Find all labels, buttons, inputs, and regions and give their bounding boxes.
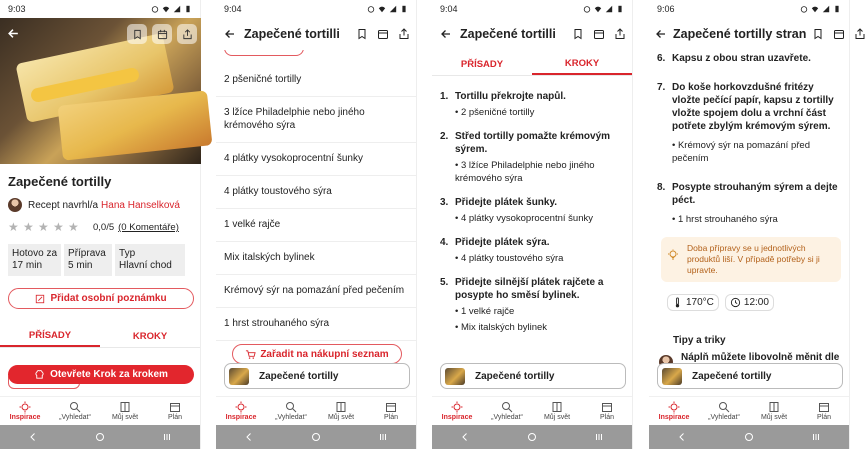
step-text: Kapsu z obou stran uzavřete. (672, 53, 811, 64)
signal-icon (605, 5, 613, 13)
info-type: Typ Hlavní chod (115, 244, 185, 276)
mini-player-thumbnail (229, 368, 249, 385)
calendar-icon[interactable] (593, 28, 605, 40)
mini-player-title: Zapečené tortilly (259, 370, 339, 382)
rating-row (8, 222, 179, 233)
step-item: 8. Posypte strouhaným sýrem a dejte péct. • 1 hrst strouhaného sýra (649, 181, 849, 226)
bookmark-icon[interactable] (812, 28, 824, 40)
cooking-settings (667, 294, 841, 311)
temperature-readout: 170°C (667, 294, 719, 311)
clock-icon (730, 297, 741, 308)
step-ingredient: • 4 plátky toustového sýra (455, 252, 624, 265)
nav-plan[interactable]: Plán (150, 397, 200, 424)
header-title: Zapečené tortilli (244, 27, 340, 41)
recipe-photo (0, 18, 201, 164)
tab-steps[interactable]: KROKY (132, 331, 168, 342)
system-nav-bar (432, 425, 632, 449)
star-icon[interactable]: ★ (23, 220, 34, 234)
lightbulb-icon (667, 249, 679, 261)
system-recents-icon[interactable] (162, 432, 172, 442)
system-recents-icon[interactable] (594, 432, 604, 442)
mini-player-title: Zapečené tortilly (692, 370, 772, 382)
nav-plan[interactable]: Plán (582, 397, 632, 424)
step-item: 6. Kapsu z obou stran uzavřete. (649, 52, 849, 65)
ingredient-item: 2 pšeničné tortilly (216, 64, 416, 97)
step-item: 1. Tortillu překrojte napůl. • 2 pšeničné tortilly (432, 90, 632, 119)
app-header (216, 18, 416, 50)
bottom-nav (649, 396, 849, 424)
wifi-icon (811, 5, 819, 13)
nav-my-world[interactable]: Můj svět (532, 397, 582, 424)
share-icon[interactable] (177, 24, 197, 44)
alarm-icon (800, 5, 808, 13)
nav-my-world[interactable]: Můj svět (749, 397, 799, 424)
nav-my-world[interactable]: Můj svět (100, 397, 150, 424)
book-icon (551, 401, 563, 413)
step-text: Tortillu překrojte napůl. (455, 91, 566, 102)
step-text: Přidejte plátek sýra. (455, 237, 550, 248)
book-icon (768, 401, 780, 413)
nav-inspiration[interactable]: Inspirace (216, 397, 266, 424)
app-header (432, 18, 632, 50)
chef-hat-icon (34, 369, 45, 380)
mini-player-thumbnail (662, 368, 682, 385)
bookmark-icon[interactable] (127, 24, 147, 44)
back-arrow-icon[interactable] (7, 27, 21, 41)
cart-icon (245, 349, 256, 360)
step-item: 5. Přidejte silnější plátek rajčete a posypte ho směsí bylinek. • 1 velké rajče • Mix italských bylinek (432, 276, 632, 334)
system-back-icon[interactable] (244, 432, 254, 442)
add-to-shopping-list-button[interactable]: Zařadit na nákupní seznam (232, 344, 402, 364)
system-home-icon[interactable] (527, 432, 537, 442)
bookmark-icon[interactable] (356, 28, 368, 40)
system-nav-bar (649, 425, 849, 449)
status-bar (216, 0, 416, 18)
alarm-icon (583, 5, 591, 13)
calendar-icon[interactable] (152, 24, 172, 44)
comments-link[interactable]: (0 Komentáře) (118, 222, 179, 233)
step-ingredient: • 3 lžíce Philadelphie nebo jiného krémového sýra (455, 159, 624, 185)
step-item: 7. Do koše horkovzdušné fritézy vložte pečící papír, kapsu z tortilly vložte spojem dolu a vrchní část potřete zbylým krémovým sýrem. • Krémový sýr na pomazání před pečením (649, 81, 849, 165)
status-bar (432, 0, 632, 18)
step-item: 3. Přidejte plátek šunky. • 4 plátky vysokoprocentní šunky (432, 196, 632, 225)
step-ingredient: • 4 plátky vysokoprocentní šunky (455, 212, 624, 225)
bookmark-icon[interactable] (572, 28, 584, 40)
step-ingredient: • 1 hrst strouhaného sýra (672, 213, 841, 226)
system-back-icon[interactable] (28, 432, 38, 442)
inspiration-icon (235, 401, 247, 413)
wifi-icon (594, 5, 602, 13)
recipe-info (8, 244, 185, 276)
step-list (649, 52, 849, 369)
system-back-icon[interactable] (460, 432, 470, 442)
status-bar (649, 0, 849, 18)
author-name-link[interactable]: Hana Hanselková (101, 199, 180, 211)
search-icon (285, 401, 297, 413)
calendar-icon (385, 401, 397, 413)
calendar-icon (169, 401, 181, 413)
step-ingredient: • Krémový sýr na pomazání před pečením (672, 139, 841, 165)
ingredient-list (216, 64, 416, 341)
step-text: Do koše horkovzdušné fritézy vložte pečící papír, kapsu z tortilly vložte spojem dolu a vrchní část potřete zbylým krémovým sýrem. (672, 82, 834, 132)
timer-readout: 12:00 (725, 294, 774, 311)
tip-text: Doba přípravy se u jednotlivých produktů liší. V případě potřeby si ji upravte. (687, 243, 820, 275)
recipe-tabs (432, 54, 632, 76)
tab-ingredients[interactable]: PŘÍSADY (0, 326, 100, 347)
nav-plan[interactable]: Plán (366, 397, 416, 424)
system-home-icon[interactable] (311, 432, 321, 442)
system-nav-bar (216, 425, 416, 449)
step-list (432, 90, 632, 345)
ingredient-item: 1 hrst strouhaného sýra (216, 308, 416, 341)
ingredient-item: 4 plátky vysokoprocentní šunky (216, 143, 416, 176)
nav-inspiration[interactable]: Inspirace (0, 397, 50, 424)
step-text: Posypte strouhaným sýrem a dejte péct. (672, 182, 838, 206)
system-recents-icon[interactable] (811, 432, 821, 442)
star-icon[interactable]: ★ (68, 220, 79, 234)
nav-plan[interactable]: Plán (799, 397, 849, 424)
status-bar (0, 0, 200, 18)
ingredient-item: Krémový sýr na pomazání před pečením (216, 275, 416, 308)
nav-search[interactable]: „Vyhledat“ (266, 397, 316, 424)
star-icon[interactable]: ★ (38, 220, 49, 234)
nav-search[interactable]: „Vyhledat“ (50, 397, 100, 424)
recipe-tabs (0, 326, 200, 348)
calendar-icon (601, 401, 613, 413)
mini-player-thumbnail (445, 368, 465, 385)
edit-icon (35, 294, 45, 304)
battery-icon (400, 5, 408, 13)
status-time: 9:03 (8, 4, 26, 14)
wifi-icon (162, 5, 170, 13)
step-ingredient: • 1 velké rajče (455, 305, 624, 318)
status-icons (800, 5, 841, 13)
calendar-icon[interactable] (377, 28, 389, 40)
status-time: 9:04 (224, 4, 242, 14)
tips-title: Tipy a triky (673, 335, 726, 346)
nav-inspiration[interactable]: Inspirace (649, 397, 699, 424)
system-home-icon[interactable] (744, 432, 754, 442)
rating-score: 0,0/5 (93, 222, 115, 233)
signal-icon (822, 5, 830, 13)
system-home-icon[interactable] (95, 432, 105, 442)
nav-search[interactable]: „Vyhledat“ (699, 397, 749, 424)
author-prefix: Recept navrhl/a (28, 199, 99, 211)
info-total-time: Hotovo za 17 min (8, 244, 61, 276)
system-nav-bar (0, 425, 200, 449)
step-text: Střed tortilly pomažte krémovým sýrem. (455, 131, 611, 155)
screen-recipe-overview (0, 0, 201, 449)
calendar-icon[interactable] (833, 28, 845, 40)
step-text: Přidejte plátek šunky. (455, 197, 558, 208)
tips-text: Náplň můžete libovolně měnit dle (681, 352, 840, 363)
alarm-icon (367, 5, 375, 13)
open-step-by-step-button[interactable]: Otevřete Krok za krokem (8, 365, 194, 384)
signal-icon (173, 5, 181, 13)
inspiration-icon (19, 401, 31, 413)
star-icon[interactable]: ★ (53, 220, 64, 234)
signal-icon (389, 5, 397, 13)
nav-my-world[interactable]: Můj svět (316, 397, 366, 424)
inspiration-icon (668, 401, 680, 413)
status-time: 9:04 (440, 4, 458, 14)
tab-steps[interactable]: KROKY (532, 54, 632, 75)
screen-steps (432, 0, 633, 449)
search-icon (501, 401, 513, 413)
ingredient-item: 1 velké rajče (216, 209, 416, 242)
back-arrow-icon[interactable] (222, 26, 238, 42)
book-icon (119, 401, 131, 413)
battery-icon (616, 5, 624, 13)
step-item: 2. Střed tortilly pomažte krémovým sýrem. • 3 lžíce Philadelphie nebo jiného krémového sýra (432, 130, 632, 185)
ingredient-item: Mix italských bylinek (216, 242, 416, 275)
back-arrow-icon[interactable] (438, 26, 454, 42)
tab-ingredients[interactable]: PŘÍSADY (460, 59, 504, 70)
ingredient-item: 4 plátky toustového sýra (216, 176, 416, 209)
share-icon[interactable] (854, 28, 866, 40)
bottom-nav (0, 396, 200, 424)
battery-icon (184, 5, 192, 13)
bottom-nav (432, 396, 632, 424)
thermometer-icon (672, 297, 683, 308)
share-icon[interactable] (398, 28, 410, 40)
nav-inspiration[interactable]: Inspirace (432, 397, 482, 424)
status-icons (151, 5, 192, 13)
info-prep-time: Příprava 5 min (64, 244, 112, 276)
step-ingredient: • Mix italských bylinek (455, 321, 624, 334)
author-line (8, 198, 180, 212)
header-title: Zapečené tortilly stran (673, 27, 807, 41)
step-text: Přidejte silnější plátek rajčete a posypte ho směsí bylinek. (455, 277, 604, 301)
system-recents-icon[interactable] (378, 432, 388, 442)
status-icons (583, 5, 624, 13)
header-title: Zapečené tortilli (460, 27, 556, 41)
screen-steps-continued (649, 0, 850, 449)
step-item: 4. Přidejte plátek sýra. • 4 plátky toustového sýra (432, 236, 632, 265)
back-arrow-icon[interactable] (655, 26, 667, 42)
screen-ingredients (216, 0, 417, 449)
ingredient-item: 3 lžíce Philadelphie nebo jiného krémového sýra (216, 97, 416, 143)
inspiration-icon (451, 401, 463, 413)
mini-player[interactable] (657, 363, 843, 389)
add-note-button[interactable]: Přidat osobní poznámku (8, 288, 194, 309)
status-time: 9:06 (657, 4, 675, 14)
status-icons (367, 5, 408, 13)
tip-box (661, 237, 841, 282)
battery-icon (833, 5, 841, 13)
rating-stars[interactable] (8, 222, 79, 233)
app-header (649, 18, 849, 50)
step-ingredient: • 2 pšeničné tortilly (455, 106, 624, 119)
search-icon (718, 401, 730, 413)
system-back-icon[interactable] (677, 432, 687, 442)
search-icon (69, 401, 81, 413)
alarm-icon (151, 5, 159, 13)
wifi-icon (378, 5, 386, 13)
mini-player[interactable] (224, 363, 410, 389)
mini-player-title: Zapečené tortilly (475, 370, 555, 382)
author-avatar (8, 198, 22, 212)
star-icon[interactable]: ★ (8, 220, 19, 234)
bottom-nav (216, 396, 416, 424)
book-icon (335, 401, 347, 413)
mini-player[interactable] (440, 363, 626, 389)
share-icon[interactable] (614, 28, 626, 40)
recipe-title: Zapečené tortilly (8, 174, 112, 189)
nav-search[interactable]: „Vyhledat“ (482, 397, 532, 424)
calendar-icon (818, 401, 830, 413)
